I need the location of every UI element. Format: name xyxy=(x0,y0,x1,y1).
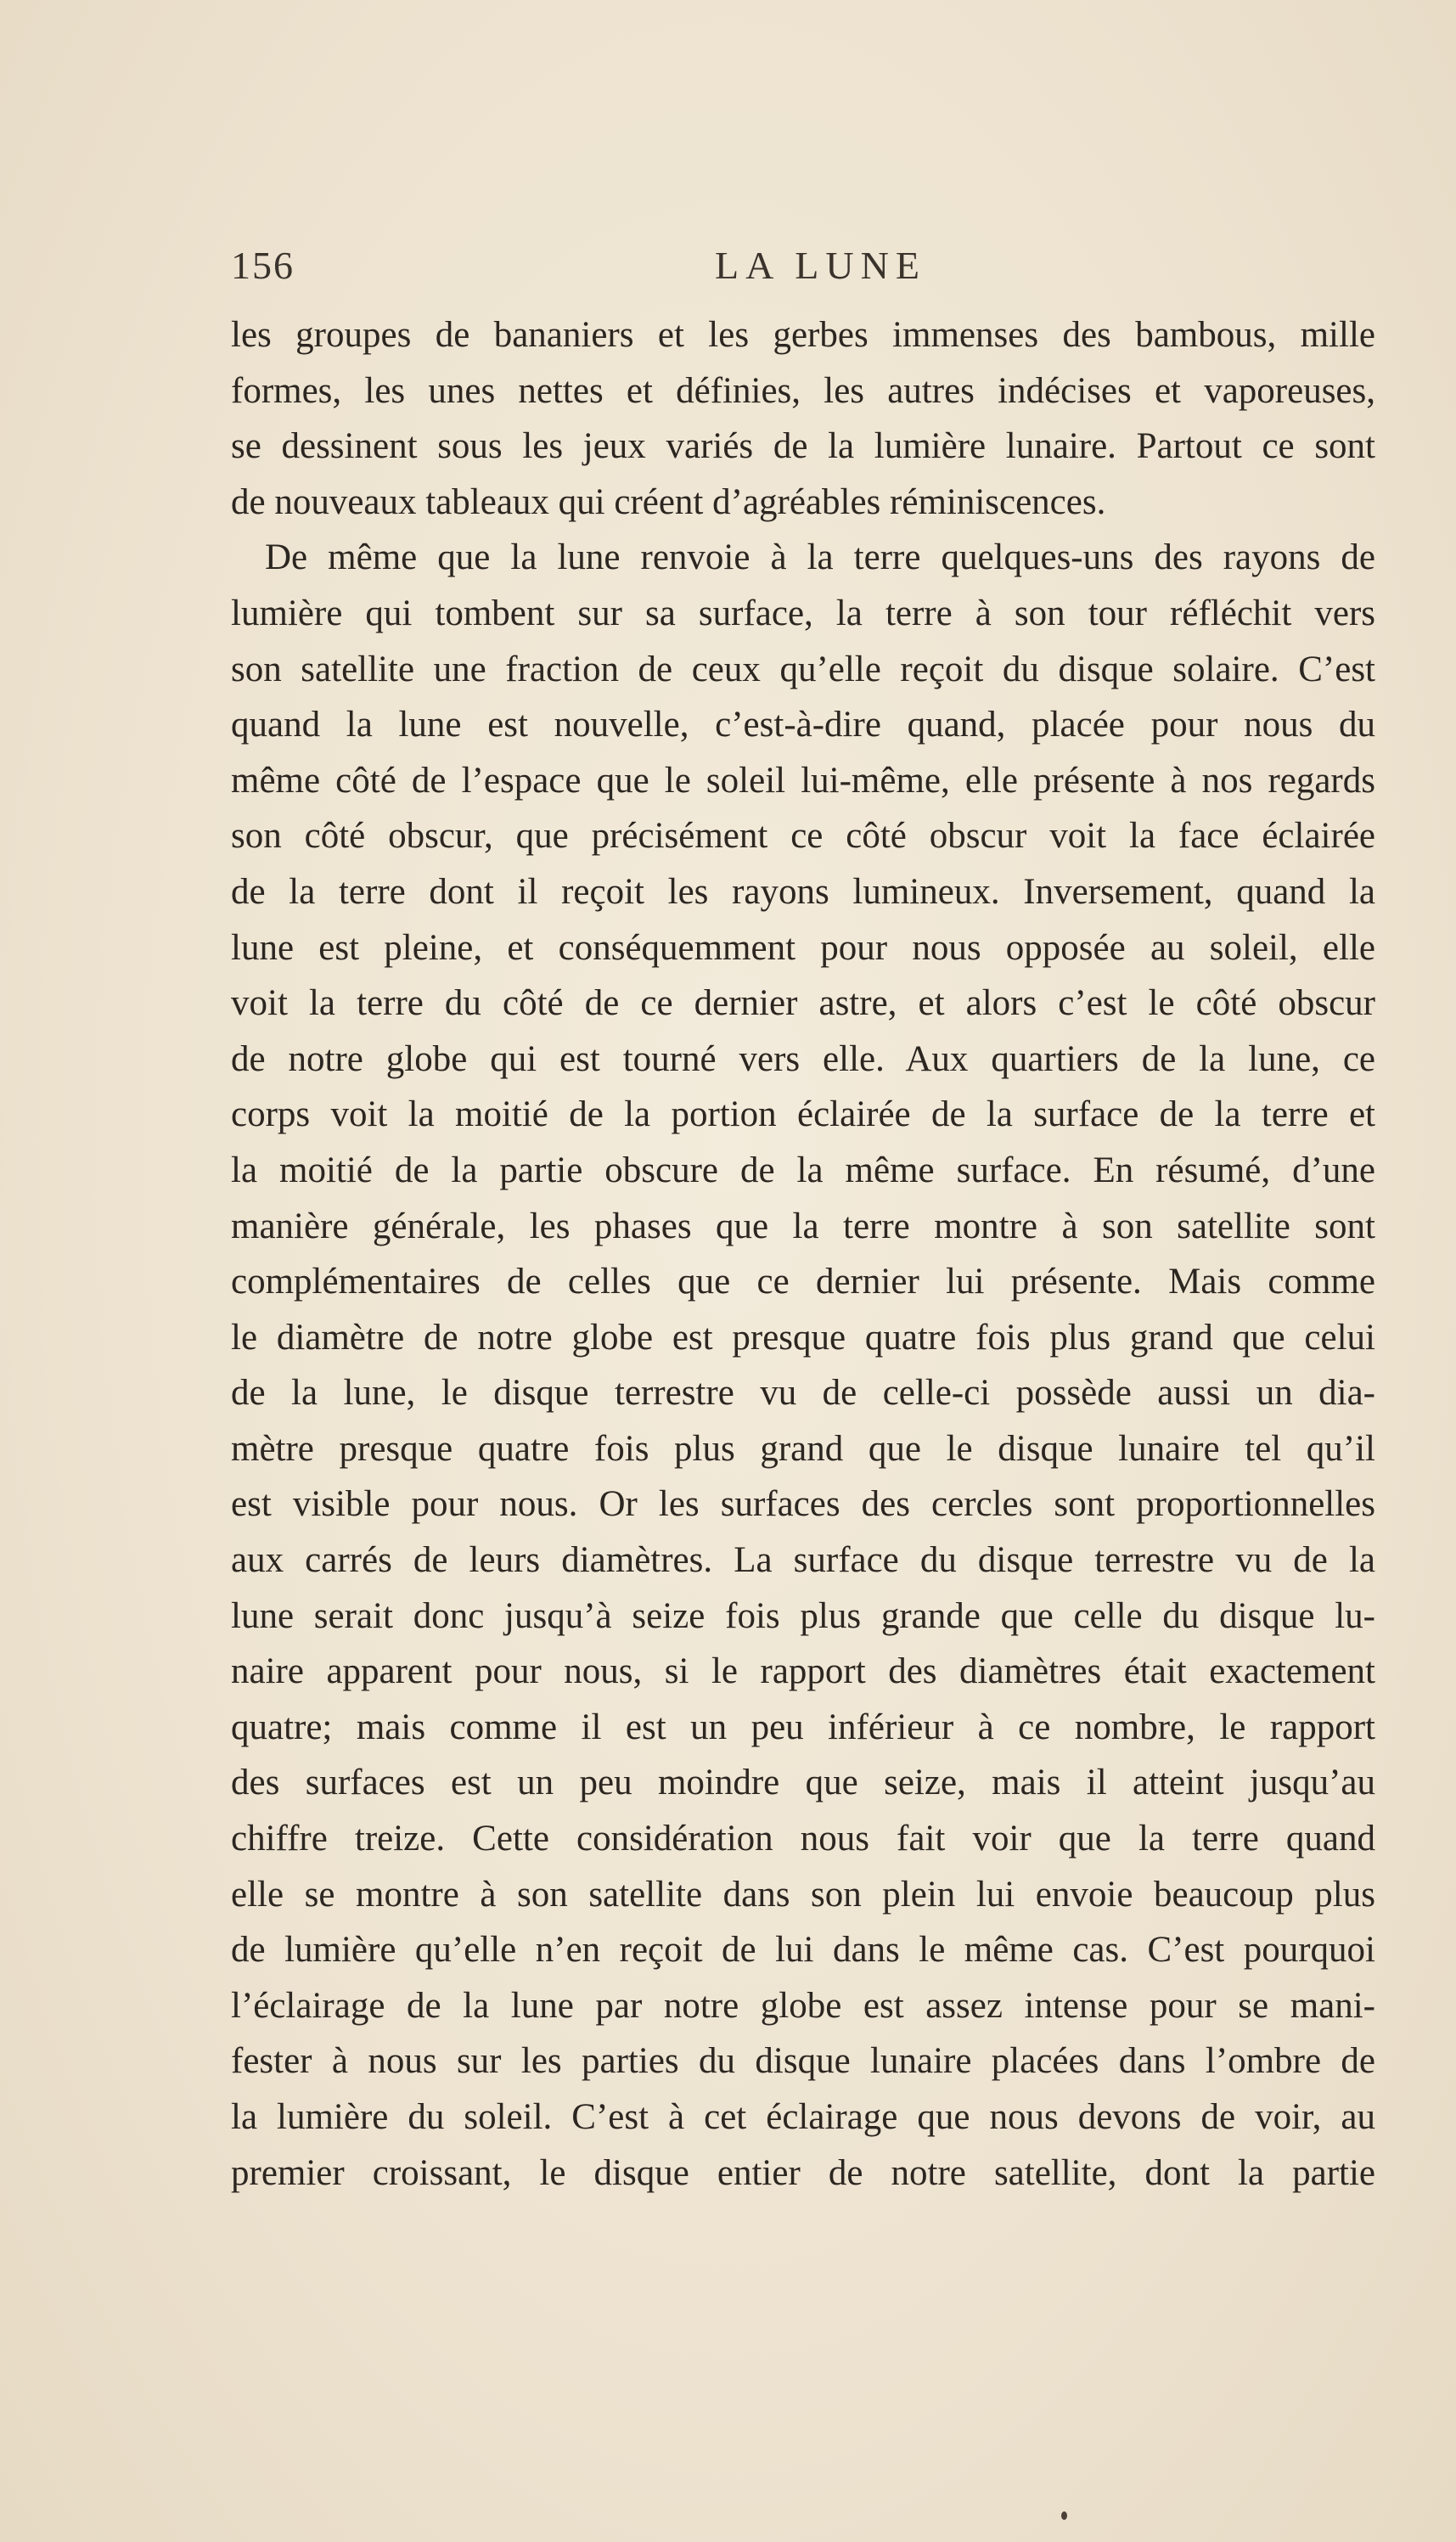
text-line: la lumière du soleil. C’est à cet éclairage que nous devons de voir, au xyxy=(231,2097,1375,2137)
page-header xyxy=(231,243,1375,294)
text-line: de la lune, le disque terrestre vu de celle-ci possède aussi un dia- xyxy=(231,1373,1375,1414)
text-line: l’éclairage de la lune par notre globe est assez intense pour se mani- xyxy=(231,1985,1375,2026)
text-line: lune est pleine, et conséquemment pour nous opposée au soleil, elle xyxy=(231,927,1375,968)
text-line: complémentaires de celles que ce dernier lui présente. Mais comme xyxy=(231,1262,1375,1302)
text-line: de nouveaux tableaux qui créent d’agréables réminiscences. xyxy=(231,481,1106,522)
text-line: quatre; mais comme il est un peu inférieur à ce nombre, le rapport xyxy=(231,1707,1375,1747)
text-line: même côté de l’espace que le soleil lui-même, elle présente à nos regards xyxy=(231,760,1375,801)
ink-speck xyxy=(1061,2511,1067,2520)
text-line: des surfaces est un peu moindre que seize, mais il atteint jusqu’au xyxy=(231,1763,1375,1803)
text-line: son côté obscur, que précisément ce côté obscur voit la face éclairée xyxy=(231,816,1375,857)
text-line: lumière qui tombent sur sa surface, la terre à son tour réfléchit vers xyxy=(231,593,1375,633)
text-line: son satellite une fraction de ceux qu’elle reçoit du disque solaire. C’est xyxy=(231,649,1375,689)
text-line: naire apparent pour nous, si le rapport des diamètres était exactement xyxy=(231,1651,1375,1692)
text-line: les groupes de bananiers et les gerbes immenses des bambous, mille xyxy=(231,315,1375,355)
text-line: voit la terre du côté de ce dernier astre, et alors c’est le côté obscur xyxy=(231,983,1375,1024)
text-line: mètre presque quatre fois plus grand que le disque lunaire tel qu’il xyxy=(231,1428,1375,1469)
text-line: manière générale, les phases que la terre montre à son satellite sont xyxy=(231,1206,1375,1246)
body-text xyxy=(231,307,1375,2201)
text-line: De même que la lune renvoie à la terre quelques-uns des rayons de xyxy=(265,537,1375,578)
text-line: premier croissant, le disque entier de notre satellite, dont la partie xyxy=(231,2152,1375,2193)
text-line: fester à nous sur les parties du disque lunaire placées dans l’ombre de xyxy=(231,2041,1375,2082)
text-line: lune serait donc jusqu’à seize fois plus grande que celle du disque lu- xyxy=(231,1595,1375,1636)
text-line: corps voit la moitié de la portion éclairée de la surface de la terre et xyxy=(231,1094,1375,1135)
page-number: 156 xyxy=(231,244,295,287)
text-line: de lumière qu’elle n’en reçoit de lui dans le même cas. C’est pourquoi xyxy=(231,1930,1375,1971)
text-line: de la terre dont il reçoit les rayons lumineux. Inversement, quand la xyxy=(231,871,1375,912)
text-line: se dessinent sous les jeux variés de la lumière lunaire. Partout ce sont xyxy=(231,426,1375,467)
text-line: aux carrés de leurs diamètres. La surface du disque terrestre vu de la xyxy=(231,1540,1375,1581)
text-line: le diamètre de notre globe est presque quatre fois plus grand que celui xyxy=(231,1317,1375,1358)
text-line: est visible pour nous. Or les surfaces des cercles sont proportionnelles xyxy=(231,1484,1375,1525)
text-line: elle se montre à son satellite dans son plein lui envoie beaucoup plus xyxy=(231,1874,1375,1915)
running-title: LA LUNE xyxy=(715,244,926,287)
text-line: la moitié de la partie obscure de la même surface. En résumé, d’une xyxy=(231,1150,1375,1190)
text-line: chiffre treize. Cette considération nous fait voir que la terre quand xyxy=(231,1819,1375,1859)
text-line: formes, les unes nettes et définies, les autres indécises et vaporeuses, xyxy=(231,370,1375,411)
text-line: quand la lune est nouvelle, c’est-à-dire quand, placée pour nous du xyxy=(231,705,1375,745)
text-line: de notre globe qui est tourné vers elle. Aux quartiers de la lune, ce xyxy=(231,1038,1375,1079)
